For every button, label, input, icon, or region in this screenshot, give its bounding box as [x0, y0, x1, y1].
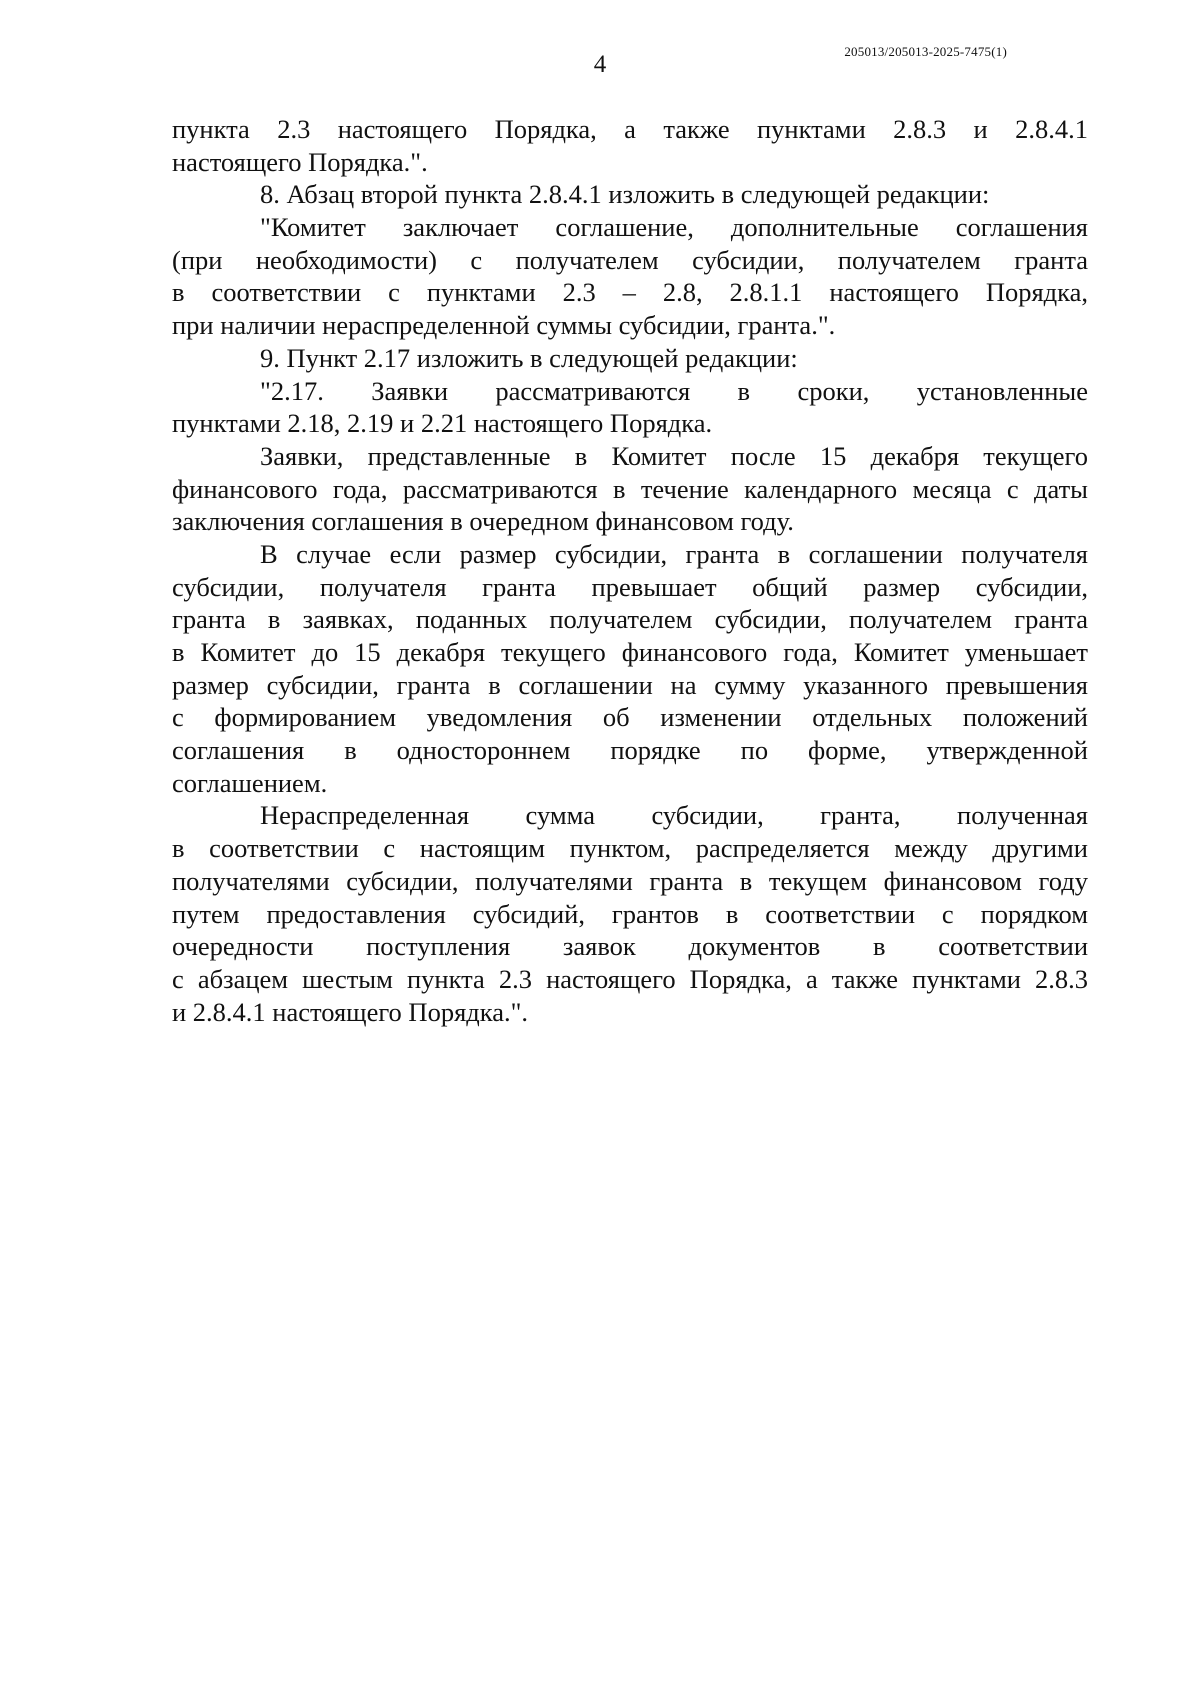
- text-line: очередности поступления заявок документов в соответствии: [172, 931, 1088, 962]
- text-line: в соответствии с настоящим пунктом, распределяется между другими: [172, 833, 1088, 864]
- text-line: заключения соглашения в очередном финансовом году.: [172, 506, 794, 537]
- paragraph-excess-subsidy: [172, 538, 1088, 800]
- text-line: с абзацем шестым пункта 2.3 настоящего Порядка, а также пунктами 2.8.3: [172, 963, 1088, 994]
- paragraph-continuation: [172, 113, 1088, 178]
- text-line: Заявки, представленные в Комитет после 15 декабря текущего: [260, 440, 1088, 471]
- text-line: и 2.8.4.1 настоящего Порядка.".: [172, 996, 529, 1027]
- text-line: соглашения в одностороннем порядке по форме, утвержденной: [172, 735, 1088, 766]
- paragraph-item-8: [172, 178, 1088, 211]
- text-line: "2.17. Заявки рассматриваются в сроки, установленные: [260, 375, 1088, 406]
- text-line: "Комитет заключает соглашение, дополнительные соглашения: [260, 212, 1088, 243]
- text-line: 8. Абзац второй пункта 2.8.4.1 изложить в следующей редакции:: [260, 179, 990, 210]
- text-line: настоящего Порядка.".: [172, 146, 428, 177]
- text-line: Нераспределенная сумма субсидии, гранта, полученная: [260, 800, 1088, 831]
- paragraph-undistributed-amount: [172, 799, 1088, 1028]
- document-body: [172, 113, 1088, 1028]
- paragraph-clause-2-17: [172, 375, 1088, 440]
- text-line: в соответствии с пунктами 2.3 – 2.8, 2.8.1.1 настоящего Порядка,: [172, 277, 1088, 308]
- text-line: получателями субсидии, получателями гранта в текущем финансовом году: [172, 865, 1088, 896]
- text-line: в Комитет до 15 декабря текущего финансового года, Комитет уменьшает: [172, 637, 1088, 667]
- paragraph-item-9: [172, 342, 1088, 375]
- text-line: гранта в заявках, поданных получателем субсидии, получателем гранта: [172, 604, 1088, 635]
- text-line: субсидии, получателя гранта превышает общий размер субсидии,: [172, 571, 1088, 602]
- text-line: путем предоставления субсидий, грантов в соответствии с порядком: [172, 898, 1088, 929]
- text-line: 9. Пункт 2.17 изложить в следующей редакции:: [260, 342, 798, 373]
- text-line: размер субсидии, гранта в соглашении на сумму указанного превышения: [172, 669, 1088, 700]
- text-line: В случае если размер субсидии, гранта в соглашении получателя: [260, 538, 1088, 569]
- text-line: при наличии нераспределенной суммы субсидии, гранта.".: [172, 310, 836, 341]
- document-id: 205013/205013-2025-7475(1): [844, 44, 1007, 59]
- text-line: пункта 2.3 настоящего Порядка, а также пунктами 2.8.3 и 2.8.4.1: [172, 114, 1088, 144]
- text-line: финансового года, рассматриваются в течение календарного месяца с даты: [172, 473, 1088, 504]
- paragraph-applications-after-deadline: [172, 440, 1088, 538]
- text-line: с формированием уведомления об изменении отдельных положений: [172, 702, 1088, 733]
- text-line: (при необходимости) с получателем субсидии, получателем гранта: [172, 244, 1088, 275]
- text-line: пунктами 2.18, 2.19 и 2.21 настоящего Порядка.: [172, 408, 713, 439]
- text-line: соглашением.: [172, 767, 328, 798]
- paragraph-item-8-quote: [172, 211, 1088, 342]
- page-number: 4: [593, 51, 607, 78]
